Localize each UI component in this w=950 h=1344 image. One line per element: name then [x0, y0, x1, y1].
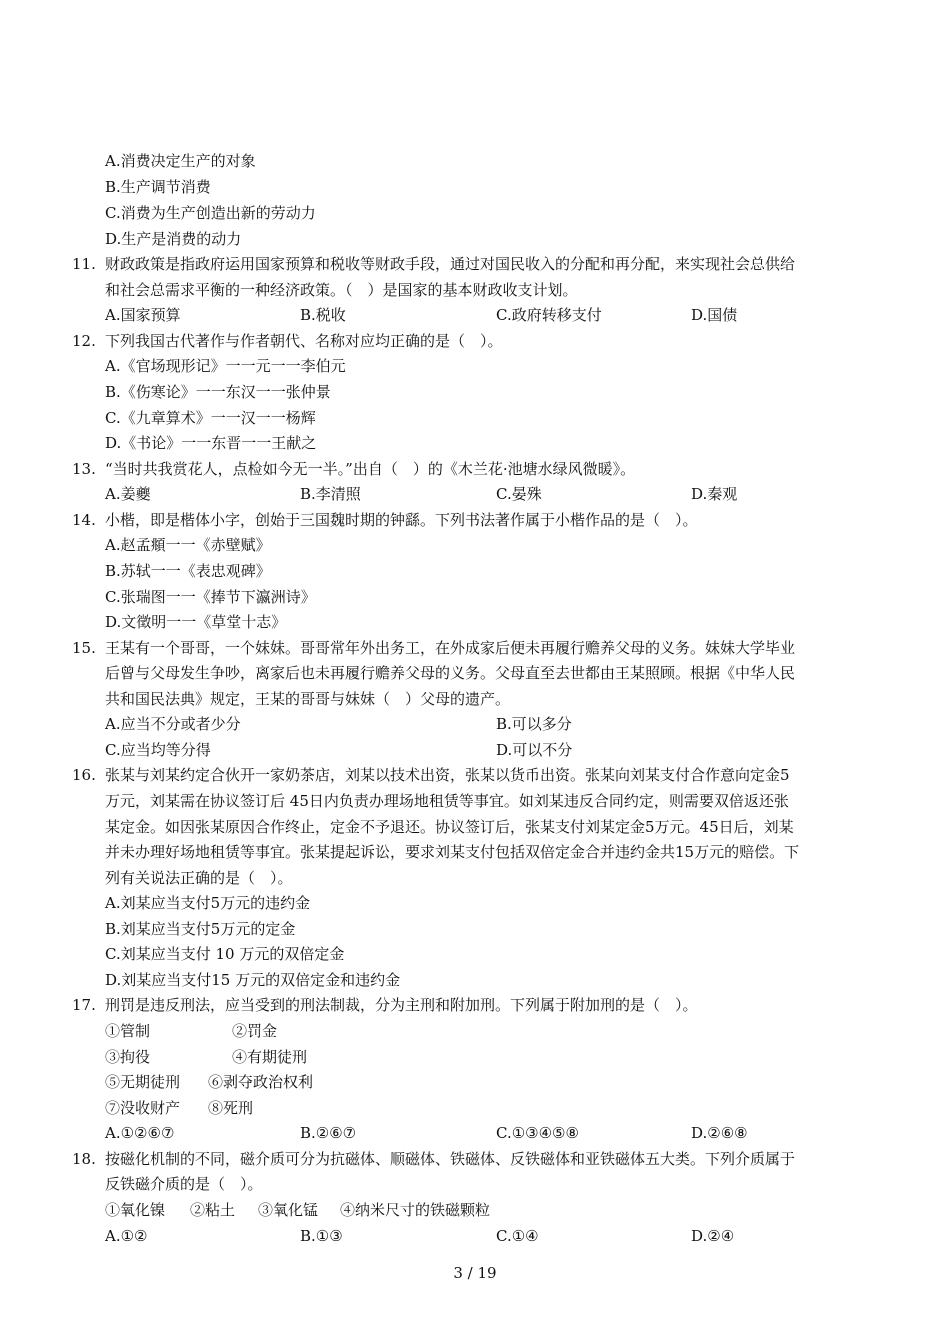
q16-option-d: D.刘某应当支付15 万元的双倍定金和违约金: [105, 971, 401, 989]
q15-option-d: D.可以不分: [496, 741, 573, 759]
q17-item: ⑥剥夺政治权利: [208, 1073, 314, 1091]
q13-option-c: C.晏殊: [496, 485, 542, 503]
q16-option-b: B.刘某应当支付5万元的定金: [105, 920, 296, 938]
q17-option-a: A.①②⑥⑦: [105, 1124, 175, 1142]
q14-option-a: A.赵孟頫一一《赤壁赋》: [105, 536, 271, 554]
q11-stem-line: 和社会总需求平衡的一种经济政策。（ ）是国家的基本财政收支计划。: [105, 281, 578, 299]
q18-item: ①氧化镍: [105, 1201, 166, 1219]
q18-option-a: A.①②: [105, 1227, 148, 1245]
q11-option-c: C.政府转移支付: [496, 306, 602, 324]
q16-stem-line: 并未办理好场地租赁等事宜。张某提起诉讼，要求刘某支付包括双倍定金合并违约金共15万元的赔偿。下: [105, 843, 800, 861]
q17-number: 17.: [72, 996, 96, 1014]
q14-stem-line: 小楷，即是楷体小字，创始于三国魏时期的钟繇。下列书法著作属于小楷作品的是（ ）。: [105, 511, 698, 529]
q15-option-c: C.应当均等分得: [105, 741, 211, 759]
q13-option-a: A.姜夔: [105, 485, 151, 503]
q18-item: ②粘土: [190, 1201, 236, 1219]
q11-number: 11.: [72, 255, 96, 273]
q11-stem-line: 财政政策是指政府运用国家预算和税收等财政手段，通过对国民收入的分配和再分配，来实现社会总供给: [105, 255, 796, 273]
q15-option-b: B.可以多分: [496, 715, 572, 733]
q16-stem-line: 万元，刘某需在协议签订后 45日内负责办理场地租赁等事宜。如刘某违反合同约定，则需要双倍返还张: [105, 792, 789, 810]
q12-option-a: A.《官场现形记》一一元一一李伯元: [105, 357, 346, 375]
q13-stem-line: “当时共我赏花人，点检如今无一半。”出自（ ）的《木兰花·池塘水绿风微暖》。: [105, 460, 636, 478]
q17-item: ③拘役: [105, 1048, 151, 1066]
page-number: 3 / 19: [453, 1264, 497, 1282]
q16-stem-line: 张某与刘某约定合伙开一家奶茶店，刘某以技术出资，张某以货币出资。张某向刘某支付合作意向定金5: [105, 766, 790, 784]
q14-option-b: B.苏轼一一《表忠观碑》: [105, 562, 271, 580]
q13-option-d: D.秦观: [691, 485, 738, 503]
q12-stem-line: 下列我国古代著作与作者朝代、名称对应均正确的是（ ）。: [105, 332, 503, 350]
q15-option-a: A.应当不分或者少分: [105, 715, 241, 733]
q16-number: 16.: [72, 766, 96, 784]
q11-option-a: A.国家预算: [105, 306, 181, 324]
q18-stem-line: 反铁磁介质的是（ ）。: [105, 1175, 263, 1193]
q16-stem-line: 某定金。如因张某原因合作终止，定金不予退还。协议签订后，张某支付刘某定金5万元。45日后，刘某: [105, 818, 794, 836]
q16-stem-line: 列有关说法正确的是（ ）。: [105, 869, 293, 887]
q16-option-a: A.刘某应当支付5万元的违约金: [105, 894, 311, 912]
q12-option-d: D.《书论》一一东晋一一王献之: [105, 434, 317, 452]
q13-number: 13.: [72, 460, 96, 478]
q10-option-d: D.生产是消费的动力: [105, 230, 242, 248]
q18-option-d: D.②④: [691, 1227, 735, 1245]
q18-item: ③氧化锰: [258, 1201, 319, 1219]
q12-number: 12.: [72, 332, 96, 350]
q17-item: ⑧死刑: [208, 1099, 254, 1117]
q15-number: 15.: [72, 639, 96, 657]
q18-option-c: C.①④: [496, 1227, 539, 1245]
q10-option-b: B.生产调节消费: [105, 178, 211, 196]
q11-option-d: D.国债: [691, 306, 738, 324]
q15-stem-line: 后曾与父母发生争吵，离家后也未再履行赡养父母的义务。父母直至去世都由王某照顾。根据《中华人民: [105, 664, 796, 682]
q11-option-b: B.税收: [300, 306, 346, 324]
q17-item: ①管制: [105, 1022, 151, 1040]
q14-option-c: C.张瑞图一一《捧节下瀛洲诗》: [105, 588, 316, 606]
q10-option-a: A.消费决定生产的对象: [105, 152, 256, 170]
q14-number: 14.: [72, 511, 96, 529]
q18-item: ④纳米尺寸的铁磁颗粒: [340, 1201, 491, 1219]
q15-stem-line: 王某有一个哥哥，一个妹妹。哥哥常年外出务工，在外成家后便未再履行赡养父母的义务。妹妹大学毕业: [105, 639, 796, 657]
q17-item: ⑦没收财产: [105, 1099, 181, 1117]
q13-option-b: B.李清照: [300, 485, 361, 503]
q17-option-b: B.②⑥⑦: [300, 1124, 357, 1142]
q18-option-b: B.①③: [300, 1227, 343, 1245]
q17-option-c: C.①③④⑤⑧: [496, 1124, 579, 1142]
q17-item: ④有期徒刑: [232, 1048, 308, 1066]
q17-option-d: D.②⑥⑧: [691, 1124, 748, 1142]
q12-option-b: B.《伤寒论》一一东汉一一张仲景: [105, 383, 331, 401]
q17-stem-line: 刑罚是违反刑法，应当受到的刑法制裁，分为主刑和附加刑。下列属于附加刑的是（ ）。: [105, 996, 698, 1014]
q14-option-d: D.文徵明一一《草堂十志》: [105, 613, 287, 631]
q15-stem-line: 共和国民法典》规定，王某的哥哥与妹妹（ ）父母的遗产。: [105, 690, 511, 708]
q12-option-c: C.《九章算术》一一汉一一杨辉: [105, 409, 316, 427]
q17-item: ⑤无期徒刑: [105, 1073, 181, 1091]
q18-number: 18.: [72, 1150, 96, 1168]
q10-option-c: C.消费为生产创造出新的劳动力: [105, 204, 316, 222]
q16-option-c: C.刘某应当支付 10 万元的双倍定金: [105, 945, 345, 963]
q17-item: ②罚金: [232, 1022, 278, 1040]
q18-stem-line: 按磁化机制的不同，磁介质可分为抗磁体、顺磁体、铁磁体、反铁磁体和亚铁磁体五大类。下列介质属于: [105, 1150, 796, 1168]
